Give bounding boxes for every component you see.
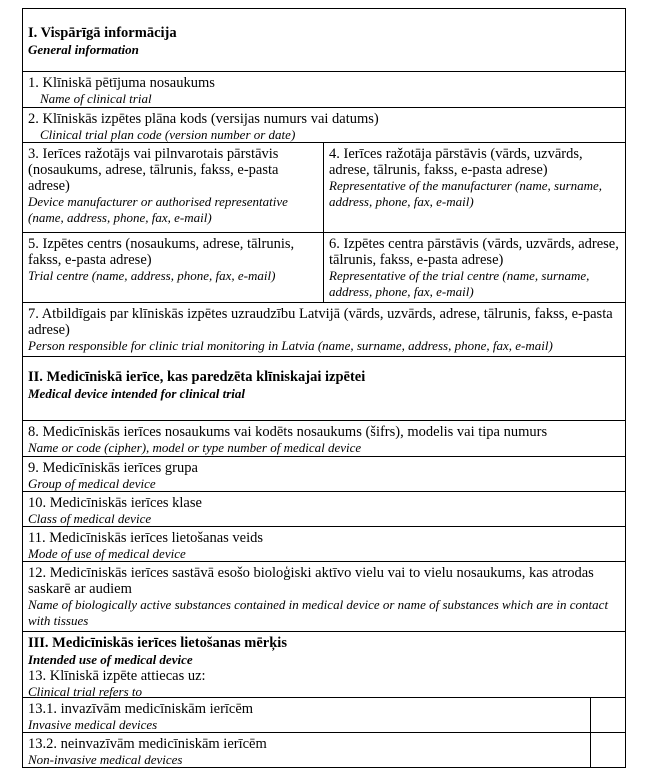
section-2-title: II. Medicīniskā ierīce, kas paredzēta klīniskajai izpētei: [28, 369, 366, 385]
option-invasive: [23, 697, 625, 732]
non-invasive-checkbox[interactable]: [590, 733, 625, 767]
field-label-en: Class of medical device: [28, 511, 152, 526]
field-monitoring-person[interactable]: [23, 302, 625, 356]
section-3-title: III. Medicīniskās ierīces lietošanas mērķis: [28, 635, 287, 651]
field-active-substances[interactable]: [23, 561, 625, 631]
invasive-checkbox[interactable]: [590, 698, 625, 732]
field-label: 7. Atbildīgais par klīniskās izpētes uzraudzību Latvijā (vārds, uzvārds, adrese, tālrunis, fakss, e-pasta adrese): [28, 306, 613, 338]
field-label: 1. Klīniskā pētījuma nosaukums: [28, 75, 215, 91]
field-trial-centre[interactable]: [23, 233, 324, 302]
field-label-en: Clinical trial plan code (version number or date): [40, 127, 296, 142]
field-label: 11. Medicīniskās ierīces lietošanas veids: [28, 530, 264, 546]
section-2-header: [23, 356, 625, 420]
field-label-en: Name of biologically active substances contained in medical device or name of substances which are in contact with tissues: [28, 597, 609, 628]
option-non-invasive: [23, 732, 625, 767]
section-3-title-en: Intended use of medical device: [28, 652, 193, 667]
field-label-en: Name or code (cipher), model or type number of medical device: [28, 440, 362, 455]
field-label-en: Device manufacturer or authorised representative (name, address, phone, fax, e-mail): [28, 194, 288, 225]
row-manufacturer: [23, 142, 625, 232]
field-label: 12. Medicīniskās ierīces sastāvā esošo bioloģiski aktīvo vielu vai to vielu nosaukums, kas atrodas saskarē ar audiem: [28, 565, 594, 597]
field-label: 13.2. neinvazīvām medicīniskām ierīcēm: [28, 736, 267, 752]
section-1-header: [23, 9, 625, 71]
clinical-trial-form: [22, 8, 626, 768]
section-1-title-en: General information: [28, 42, 139, 57]
field-manufacturer[interactable]: [23, 143, 324, 232]
field-label: 6. Izpētes centra pārstāvis (vārds, uzvārds, adrese, tālrunis, fakss, e-pasta adrese): [329, 236, 619, 268]
field-label-en: Clinical trial refers to: [28, 684, 142, 699]
field-label: 5. Izpētes centrs (nosaukums, adrese, tālrunis, fakss, e-pasta adrese): [28, 236, 295, 268]
field-label: 4. Ierīces ražotāja pārstāvis (vārds, uzvārds, adrese, tālrunis, fakss, e-pasta adrese): [329, 146, 583, 178]
field-label-en: Representative of the manufacturer (name, surname, address, phone, fax, e-mail): [329, 178, 603, 209]
field-label: 10. Medicīniskās ierīces klase: [28, 495, 202, 511]
field-device-group[interactable]: [23, 456, 625, 491]
field-label-en: Person responsible for clinic trial monitoring in Latvia (name, surname, address, phone, fax, e-mail): [28, 338, 553, 353]
field-label: 8. Medicīniskās ierīces nosaukums vai kodēts nosaukums (šifrs), modelis vai tipa numurs: [28, 424, 548, 440]
field-manufacturer-representative[interactable]: [324, 143, 625, 232]
field-trial-centre-representative[interactable]: [324, 233, 625, 302]
field-label-en: Invasive medical devices: [28, 717, 158, 732]
field-label: 2. Klīniskās izpētes plāna kods (versijas numurs vai datums): [28, 111, 379, 127]
field-label: 3. Ierīces ražotājs vai pilnvarotais pārstāvis (nosaukums, adrese, tālrunis, fakss, e-pasta adrese): [28, 146, 279, 194]
field-label: 13. Klīniskā izpēte attiecas uz:: [28, 668, 206, 684]
field-label-en: Representative of the trial centre (name, surname, address, phone, fax, e-mail): [329, 268, 590, 299]
section-2-title-en: Medical device intended for clinical trial: [28, 386, 245, 401]
field-device-name[interactable]: [23, 420, 625, 456]
section-1-title: I. Vispārīgā informācija: [28, 25, 177, 41]
row-trial-centre: [23, 232, 625, 302]
field-label-en: Mode of use of medical device: [28, 546, 186, 561]
field-plan-code[interactable]: [23, 107, 625, 142]
section-3-header: [23, 631, 625, 697]
field-mode-of-use[interactable]: [23, 526, 625, 561]
field-label: 13.1. invazīvām medicīniskām ierīcēm: [28, 701, 254, 717]
field-label-en: Group of medical device: [28, 476, 156, 491]
field-label-en: Trial centre (name, address, phone, fax, e-mail): [28, 268, 276, 283]
field-label-en: Name of clinical trial: [40, 91, 152, 106]
field-device-class[interactable]: [23, 491, 625, 526]
field-label: 9. Medicīniskās ierīces grupa: [28, 460, 198, 476]
field-label-en: Non-invasive medical devices: [28, 752, 183, 767]
field-trial-name[interactable]: [23, 71, 625, 107]
